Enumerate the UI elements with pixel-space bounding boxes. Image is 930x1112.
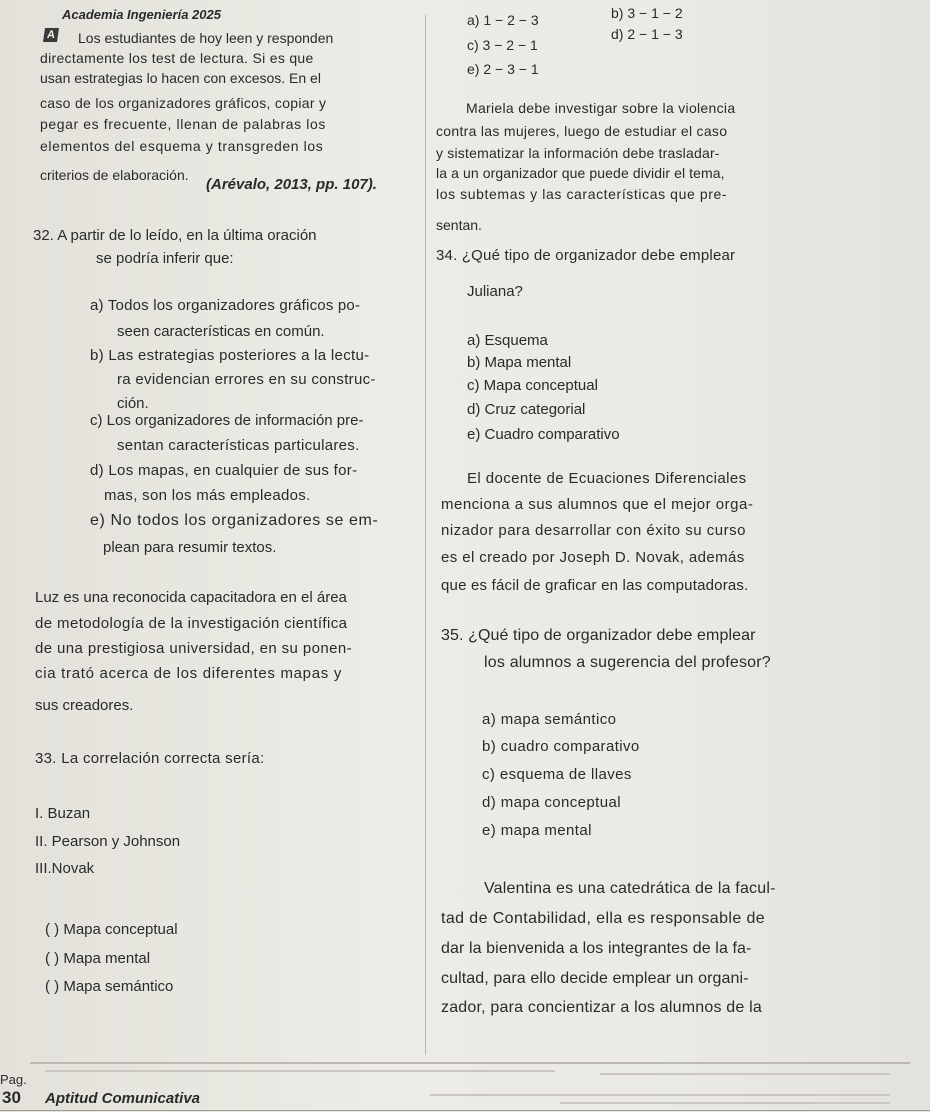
q35-option[interactable]: d) mapa conceptual bbox=[482, 794, 621, 811]
passage2-line: de una prestigiosa universidad, en su ponen- bbox=[35, 640, 352, 657]
passage4-line: nizador para desarrollar con éxito su curso bbox=[441, 522, 746, 539]
academy-logo-icon: A bbox=[43, 28, 59, 42]
q32-option-d-cont: mas, son los más empleados. bbox=[104, 487, 311, 504]
passage3-line: y sistematizar la información debe trasladar- bbox=[436, 145, 720, 161]
footer-rule-bottom bbox=[0, 1110, 930, 1111]
q34-option[interactable]: b) Mapa mental bbox=[467, 354, 572, 371]
prev-option-e[interactable]: e) 2 − 3 − 1 bbox=[467, 61, 539, 77]
q32-stem: se podría inferir que: bbox=[96, 250, 234, 267]
section-title: Aptitud Comunicativa bbox=[45, 1090, 201, 1107]
q32-option-d[interactable]: d) Los mapas, en cualquier de sus for- bbox=[90, 462, 358, 479]
q35-stem: 35. ¿Qué tipo de organizador debe emplear bbox=[441, 627, 756, 644]
prev-option-b[interactable]: b) 3 − 1 − 2 bbox=[611, 5, 683, 21]
q34-option[interactable]: e) Cuadro comparativo bbox=[467, 426, 620, 443]
passage1-line: criterios de elaboración. bbox=[40, 167, 189, 183]
page-label: Pag. bbox=[0, 1072, 27, 1087]
q34-option[interactable]: c) Mapa conceptual bbox=[467, 377, 598, 394]
passage3-line: contra las mujeres, luego de estudiar el caso bbox=[436, 123, 728, 139]
q34-stem: 34. ¿Qué tipo de organizador debe emplear bbox=[436, 247, 736, 264]
passage4-line: El docente de Ecuaciones Diferenciales bbox=[467, 470, 747, 487]
q35-stem: los alumnos a sugerencia del profesor? bbox=[484, 654, 771, 671]
prev-option-a[interactable]: a) 1 − 2 − 3 bbox=[467, 12, 539, 28]
q32-option-e-cont: plean para resumir textos. bbox=[103, 539, 277, 556]
q32-option-b-cont: ra evidencian errores en su construc- bbox=[117, 371, 376, 388]
passage4-line: es el creado por Joseph D. Novak, además bbox=[441, 549, 745, 566]
q32-option-a[interactable]: a) Todos los organizadores gráficos po- bbox=[90, 297, 361, 314]
q35-option[interactable]: b) cuadro comparativo bbox=[482, 738, 640, 755]
passage1-line: directamente los test de lectura. Si es que bbox=[40, 50, 314, 66]
q32-option-c[interactable]: c) Los organizadores de información pre- bbox=[90, 412, 364, 429]
q34-option[interactable]: a) Esquema bbox=[467, 332, 548, 349]
q33-match-item[interactable]: ( ) Mapa mental bbox=[45, 950, 151, 967]
prev-option-d[interactable]: d) 2 − 1 − 3 bbox=[611, 26, 683, 42]
q33-author: II. Pearson y Johnson bbox=[35, 833, 181, 850]
passage3-line: Mariela debe investigar sobre la violencia bbox=[466, 100, 736, 116]
footer-stripe bbox=[430, 1094, 890, 1096]
passage3-line: la a un organizador que puede dividir el tema, bbox=[436, 165, 725, 181]
q35-option[interactable]: a) mapa semántico bbox=[482, 711, 617, 728]
q32-stem: 32. A partir de lo leído, en la última oración bbox=[33, 227, 317, 244]
q34-stem: Juliana? bbox=[467, 283, 523, 300]
passage5-line: zador, para concientizar a los alumnos de la bbox=[441, 999, 762, 1016]
passage2-line: sus creadores. bbox=[35, 697, 134, 714]
q34-option[interactable]: d) Cruz categorial bbox=[467, 401, 586, 418]
footer-stripe bbox=[45, 1070, 555, 1072]
passage2-line: Luz es una reconocida capacitadora en el área bbox=[35, 589, 347, 606]
q32-option-c-cont: sentan características particulares. bbox=[117, 437, 360, 454]
q32-option-b-cont: ción. bbox=[117, 395, 149, 412]
passage1-line: usan estrategias lo hacen con excesos. En el bbox=[40, 70, 321, 86]
passage2-line: cia trató acerca de los diferentes mapas y bbox=[35, 665, 343, 682]
passage3-line: sentan. bbox=[436, 217, 482, 233]
q33-stem: 33. La correlación correcta sería: bbox=[35, 750, 265, 767]
q33-match-item[interactable]: ( ) Mapa conceptual bbox=[45, 921, 178, 938]
footer-stripe bbox=[560, 1102, 890, 1104]
passage5-line: Valentina es una catedrática de la facul- bbox=[484, 880, 776, 897]
passage1-line: Los estudiantes de hoy leen y responden bbox=[78, 30, 334, 46]
q35-option[interactable]: c) esquema de llaves bbox=[482, 766, 632, 783]
q32-option-e[interactable]: e) No todos los organizadores se em- bbox=[90, 512, 379, 529]
citation: (Arévalo, 2013, pp. 107). bbox=[206, 176, 377, 193]
passage1-line: elementos del esquema y transgreden los bbox=[40, 138, 324, 154]
passage5-line: dar la bienvenida a los integrantes de la fa- bbox=[441, 940, 752, 957]
column-divider bbox=[425, 15, 426, 1055]
q33-match-item[interactable]: ( ) Mapa semántico bbox=[45, 978, 174, 995]
passage1-line: pegar es frecuente, llenan de palabras los bbox=[40, 116, 326, 132]
passage5-line: tad de Contabilidad, ella es responsable de bbox=[441, 910, 766, 927]
page-number: 30 bbox=[2, 1088, 21, 1107]
prev-option-c[interactable]: c) 3 − 2 − 1 bbox=[467, 37, 538, 53]
q35-option[interactable]: e) mapa mental bbox=[482, 822, 592, 839]
passage4-line: que es fácil de graficar en las computadoras. bbox=[441, 577, 749, 594]
passage4-line: menciona a sus alumnos que el mejor orga- bbox=[441, 496, 754, 513]
passage2-line: de metodología de la investigación científica bbox=[35, 615, 348, 632]
q33-author: I. Buzan bbox=[35, 805, 91, 822]
footer-rule-top bbox=[30, 1062, 910, 1064]
passage3-line: los subtemas y las características que pre- bbox=[436, 186, 728, 202]
academy-title: Academia Ingeniería 2025 bbox=[62, 7, 221, 22]
passage1-line: caso de los organizadores gráficos, copiar y bbox=[40, 95, 327, 111]
q32-option-b[interactable]: b) Las estrategias posteriores a la lectu- bbox=[90, 347, 370, 364]
footer-stripe bbox=[600, 1073, 890, 1075]
q32-option-a-cont: seen características en común. bbox=[117, 323, 325, 340]
passage5-line: cultad, para ello decide emplear un organi- bbox=[441, 970, 749, 987]
q33-author: III.Novak bbox=[35, 860, 95, 877]
